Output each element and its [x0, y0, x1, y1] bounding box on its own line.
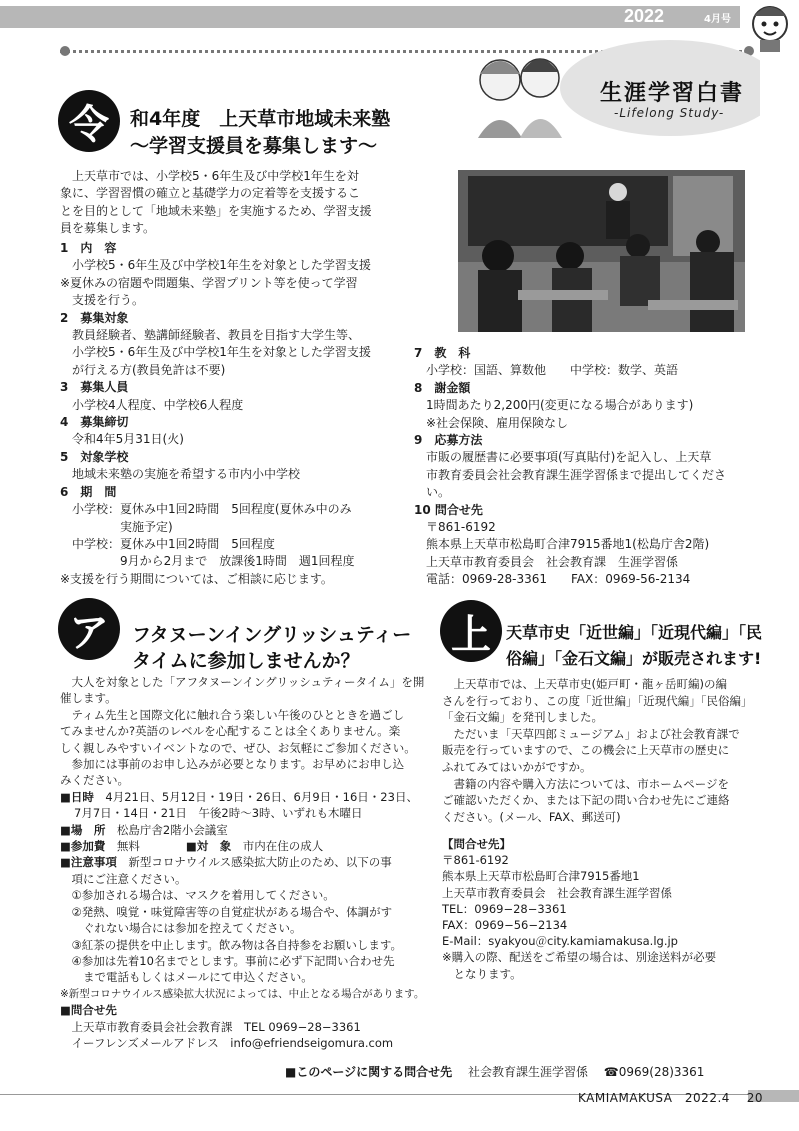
section-heading: 9 応募方法 — [414, 433, 483, 448]
text-line: ぐれない場合には参加を控えてください。 — [60, 921, 302, 936]
page-contact-dept: 社会教育課生涯学習係 — [467, 1065, 588, 1079]
text-line: FAX：0969−56−2134 — [442, 918, 568, 933]
text-line: 小学校：夏休み中1回2時間 5回程度(夏休み中のみ — [60, 502, 352, 517]
recruit-details-left — [60, 240, 450, 588]
text-line: 市販の履歴書に必要事項(写真貼付)を記入し、上天草 — [414, 450, 712, 465]
text-line: ①参加される場合は、マスクを着用してください。 — [60, 888, 335, 903]
text-line: い。 — [414, 485, 451, 500]
field-label: ■対 象 — [185, 839, 232, 854]
page-contact — [285, 1063, 704, 1080]
text-line: ※支援を行う期間については、ご相談に応じます。 — [60, 571, 333, 586]
text-line: ふれてみてはいかがですか。 — [442, 759, 592, 774]
text-line: 令和4年5月31日(火) — [60, 432, 184, 447]
section-heading: 4 募集締切 — [60, 415, 129, 430]
text-line: 小学校5・6年生及び中学校1年生を対象とした学習支援 — [60, 345, 371, 360]
text-line: 上天草市では、上天草市史(姫戸町・龍ヶ岳町編)の編 — [442, 677, 727, 691]
text-line: 小学校5・6年生及び中学校1年生を対象とした学習支援 — [60, 258, 371, 273]
section-heading: 8 謝金額 — [414, 380, 471, 395]
text-line: ※夏休みの宿題や問題集、学習プリント等を使って学習 — [60, 275, 358, 290]
text-line: ただいま「天草四郎ミュージアム」および社会教育課で — [442, 726, 740, 741]
text-line: 中学校：夏休み中1回2時間 5回程度 — [60, 536, 275, 551]
text-line: ②発熱、嗅覚・味覚障害等の自覚症状がある場合や、体調がす — [60, 904, 393, 919]
text-line: ④参加は先着10名までとします。事前に必ず下記問い合わせ先 — [60, 953, 395, 968]
event-place: 松島庁舎2階小会議室 — [116, 822, 228, 837]
field-label: 【問合せ先】 — [442, 837, 511, 851]
text-line: TEL：0969−28−3361 — [442, 901, 567, 916]
text-line: しく親しみやすいイベントなので、ぜひ、お気軽にご参加ください。 — [60, 740, 416, 755]
field-label: ■参加費 — [60, 839, 106, 854]
section-subtitle: -Lifelong Study- — [614, 106, 725, 120]
divider-cap — [60, 46, 70, 56]
page-contact-phone: ☎0969(28)3361 — [603, 1065, 705, 1079]
text-line: が行える方(教員免許は不要) — [60, 362, 226, 377]
section-heading: 1 内 容 — [60, 241, 117, 255]
classroom-photo — [458, 170, 745, 332]
text-line: 1時間あたり2,200円(変更になる場合があります) — [414, 398, 694, 413]
issue-month: 4月号 — [704, 14, 731, 25]
text-line: 市教育委員会社会教育課生涯学習係まで提出してくださ — [414, 467, 727, 482]
section-heading: 7 教 科 — [414, 346, 471, 360]
event-fee: 無料 — [116, 839, 140, 854]
article-title: 天草市史「近世編」「近現代編」「民 — [506, 623, 763, 642]
field-label: ■問合せ先 — [60, 1003, 117, 1018]
text-line: 教員経験者、塾講師経験者、教員を目指す大学生等、 — [60, 328, 361, 343]
text-line: 「金石文編」を発刊しました。 — [442, 710, 603, 725]
issue-year: 2022 — [624, 6, 665, 26]
text-line: ください。(メール、FAX、郵送可) — [442, 809, 621, 824]
text-line: 上天草市では、小学校5・6年生及び中学校1年生を対 — [60, 169, 359, 183]
text-line: まで電話もしくはメールにて申込ください。 — [60, 970, 313, 985]
footer-magazine — [578, 1089, 763, 1106]
article-title: 和4年度 上天草市地域未来塾 — [130, 108, 391, 130]
email-text: E-Mail：syakyou＠city.kamiamakusa.lg.jp — [442, 934, 678, 949]
text-line: ご確認いただくか、または下記の問い合わせ先にご連絡 — [442, 793, 730, 808]
text-line: 上天草市教育委員会 社会教育課 生涯学習係 — [414, 554, 679, 569]
field-label: ■注意事項 — [60, 855, 117, 870]
article-title: フタヌーンイングリッシュティー — [132, 624, 412, 646]
section-title: 生涯学習白書 — [600, 81, 745, 106]
text-line: 電話：0969-28-3361 FAX：0969-56-2134 — [414, 572, 691, 587]
text-line: 小学校：国語、算数他 中学校：数学、英語 — [414, 363, 679, 378]
text-line: さんを行っており、この度「近世編」「近現代編」「民俗編」 — [442, 693, 753, 708]
text-line: 実施予定) — [60, 519, 173, 534]
article-subtitle: ～学習支援員を募集します～ — [130, 135, 378, 157]
text-line: イーフレンズメールアドレス info@efriendseigomura.com — [60, 1035, 394, 1050]
section-heading: 10 問合せ先 — [414, 502, 483, 517]
article-intro — [60, 168, 450, 238]
field-label: ■日時 — [60, 789, 94, 804]
text-line: 上天草市教育委員会 社会教育課生涯学習係 — [442, 885, 672, 900]
text-line: とを目的として「地域未来塾」を実施するため、学習支援 — [60, 203, 372, 218]
event-target: 市内在住の成人 — [242, 839, 324, 854]
text-line: 大人を対象とした「アフタヌーンイングリッシュティータイム」を開 — [60, 675, 425, 689]
notes-text: 新型コロナウイルス感染拡大防止のため、以下の事 — [128, 855, 392, 870]
text-line: 象に、学習習慣の確立と基礎学力の定着等を支援するこ — [60, 186, 361, 201]
text-line: 〒861-6192 — [442, 853, 509, 868]
text-line: 催します。 — [60, 691, 117, 706]
text-line: みください。 — [60, 773, 129, 788]
text-line: ※社会保険、雇用保険なし — [414, 415, 569, 430]
field-label: ■場 所 — [60, 822, 106, 837]
article-mark: 令 — [58, 90, 120, 152]
text-line: 項にご注意ください。 — [60, 871, 187, 886]
event-dates: 4月21日、5月12日・19日・26日、6月9日・16日・23日、 — [93, 789, 418, 804]
text-line: 員を募集します。 — [60, 221, 156, 236]
tea-time-body — [60, 674, 440, 1051]
article-mark: 上 — [440, 600, 502, 662]
section-heading: 6 期 間 — [60, 484, 117, 499]
text-line: 9月から2月まで 放課後1時間 週1回程度 — [60, 554, 355, 569]
text-line: 参加には事前のお申し込みが必要となります。お早めにお申し込 — [60, 757, 405, 772]
magazine-issue: KAMIAMAKUSA 2022.4 — [578, 1091, 730, 1105]
text-line: 上天草市教育委員会社会教育課 TEL 0969−28−3361 — [60, 1019, 361, 1034]
text-line: 熊本県上天草市松島町合津7915番地1(松島庁舎2階) — [414, 537, 710, 552]
text-line: ※新型コロナウイルス感染拡大状況によっては、中止となる場合があります。 — [60, 987, 425, 1000]
event-dates: 7月7日・14日・21日 午後2時～3時、いずれも木曜日 — [74, 806, 363, 821]
text-line: 書籍の内容や購入方法については、市ホームページを — [442, 776, 730, 791]
article-mark: ア — [58, 598, 120, 660]
text-line: 小学校4人程度、中学校6人程度 — [60, 397, 244, 412]
page-contact-label: ■このページに関する問合せ先 — [285, 1065, 453, 1079]
article-title: 俗編」「金石文編」が販売されます! — [506, 649, 762, 668]
page-number: 20 — [746, 1091, 764, 1105]
history-book-body — [442, 676, 772, 825]
text-line: 〒861-6192 — [414, 520, 496, 535]
text-line: ※購入の際、配送をご希望の場合は、別途送料が必要 — [442, 950, 717, 965]
text-line: 地域未来塾の実施を希望する市内小中学校 — [60, 467, 301, 482]
text-line: ティム先生と国際文化に触れ合う楽しい午後のひとときを過ごし — [60, 707, 405, 722]
text-line: 熊本県上天草市松島町合津7915番地1 — [442, 869, 640, 884]
text-line: てみませんか?英語のレベルを心配することは全くありません。楽 — [60, 724, 401, 739]
text-line: ③紅茶の提供を中止します。飲み物は各自持参をお願いします。 — [60, 937, 402, 952]
text-line: 販売を行っていますので、この機会に上天草市の歴史に — [442, 743, 730, 758]
text-line: 支援を行う。 — [60, 293, 145, 308]
recruit-details-right — [414, 345, 784, 589]
section-heading: 2 募集対象 — [60, 310, 129, 325]
text-line: となります。 — [442, 966, 522, 981]
history-book-contact — [442, 836, 772, 982]
section-heading: 5 対象学校 — [60, 449, 129, 464]
article-title: タイムに参加しませんか？ — [132, 650, 360, 672]
section-heading: 3 募集人員 — [60, 380, 129, 395]
